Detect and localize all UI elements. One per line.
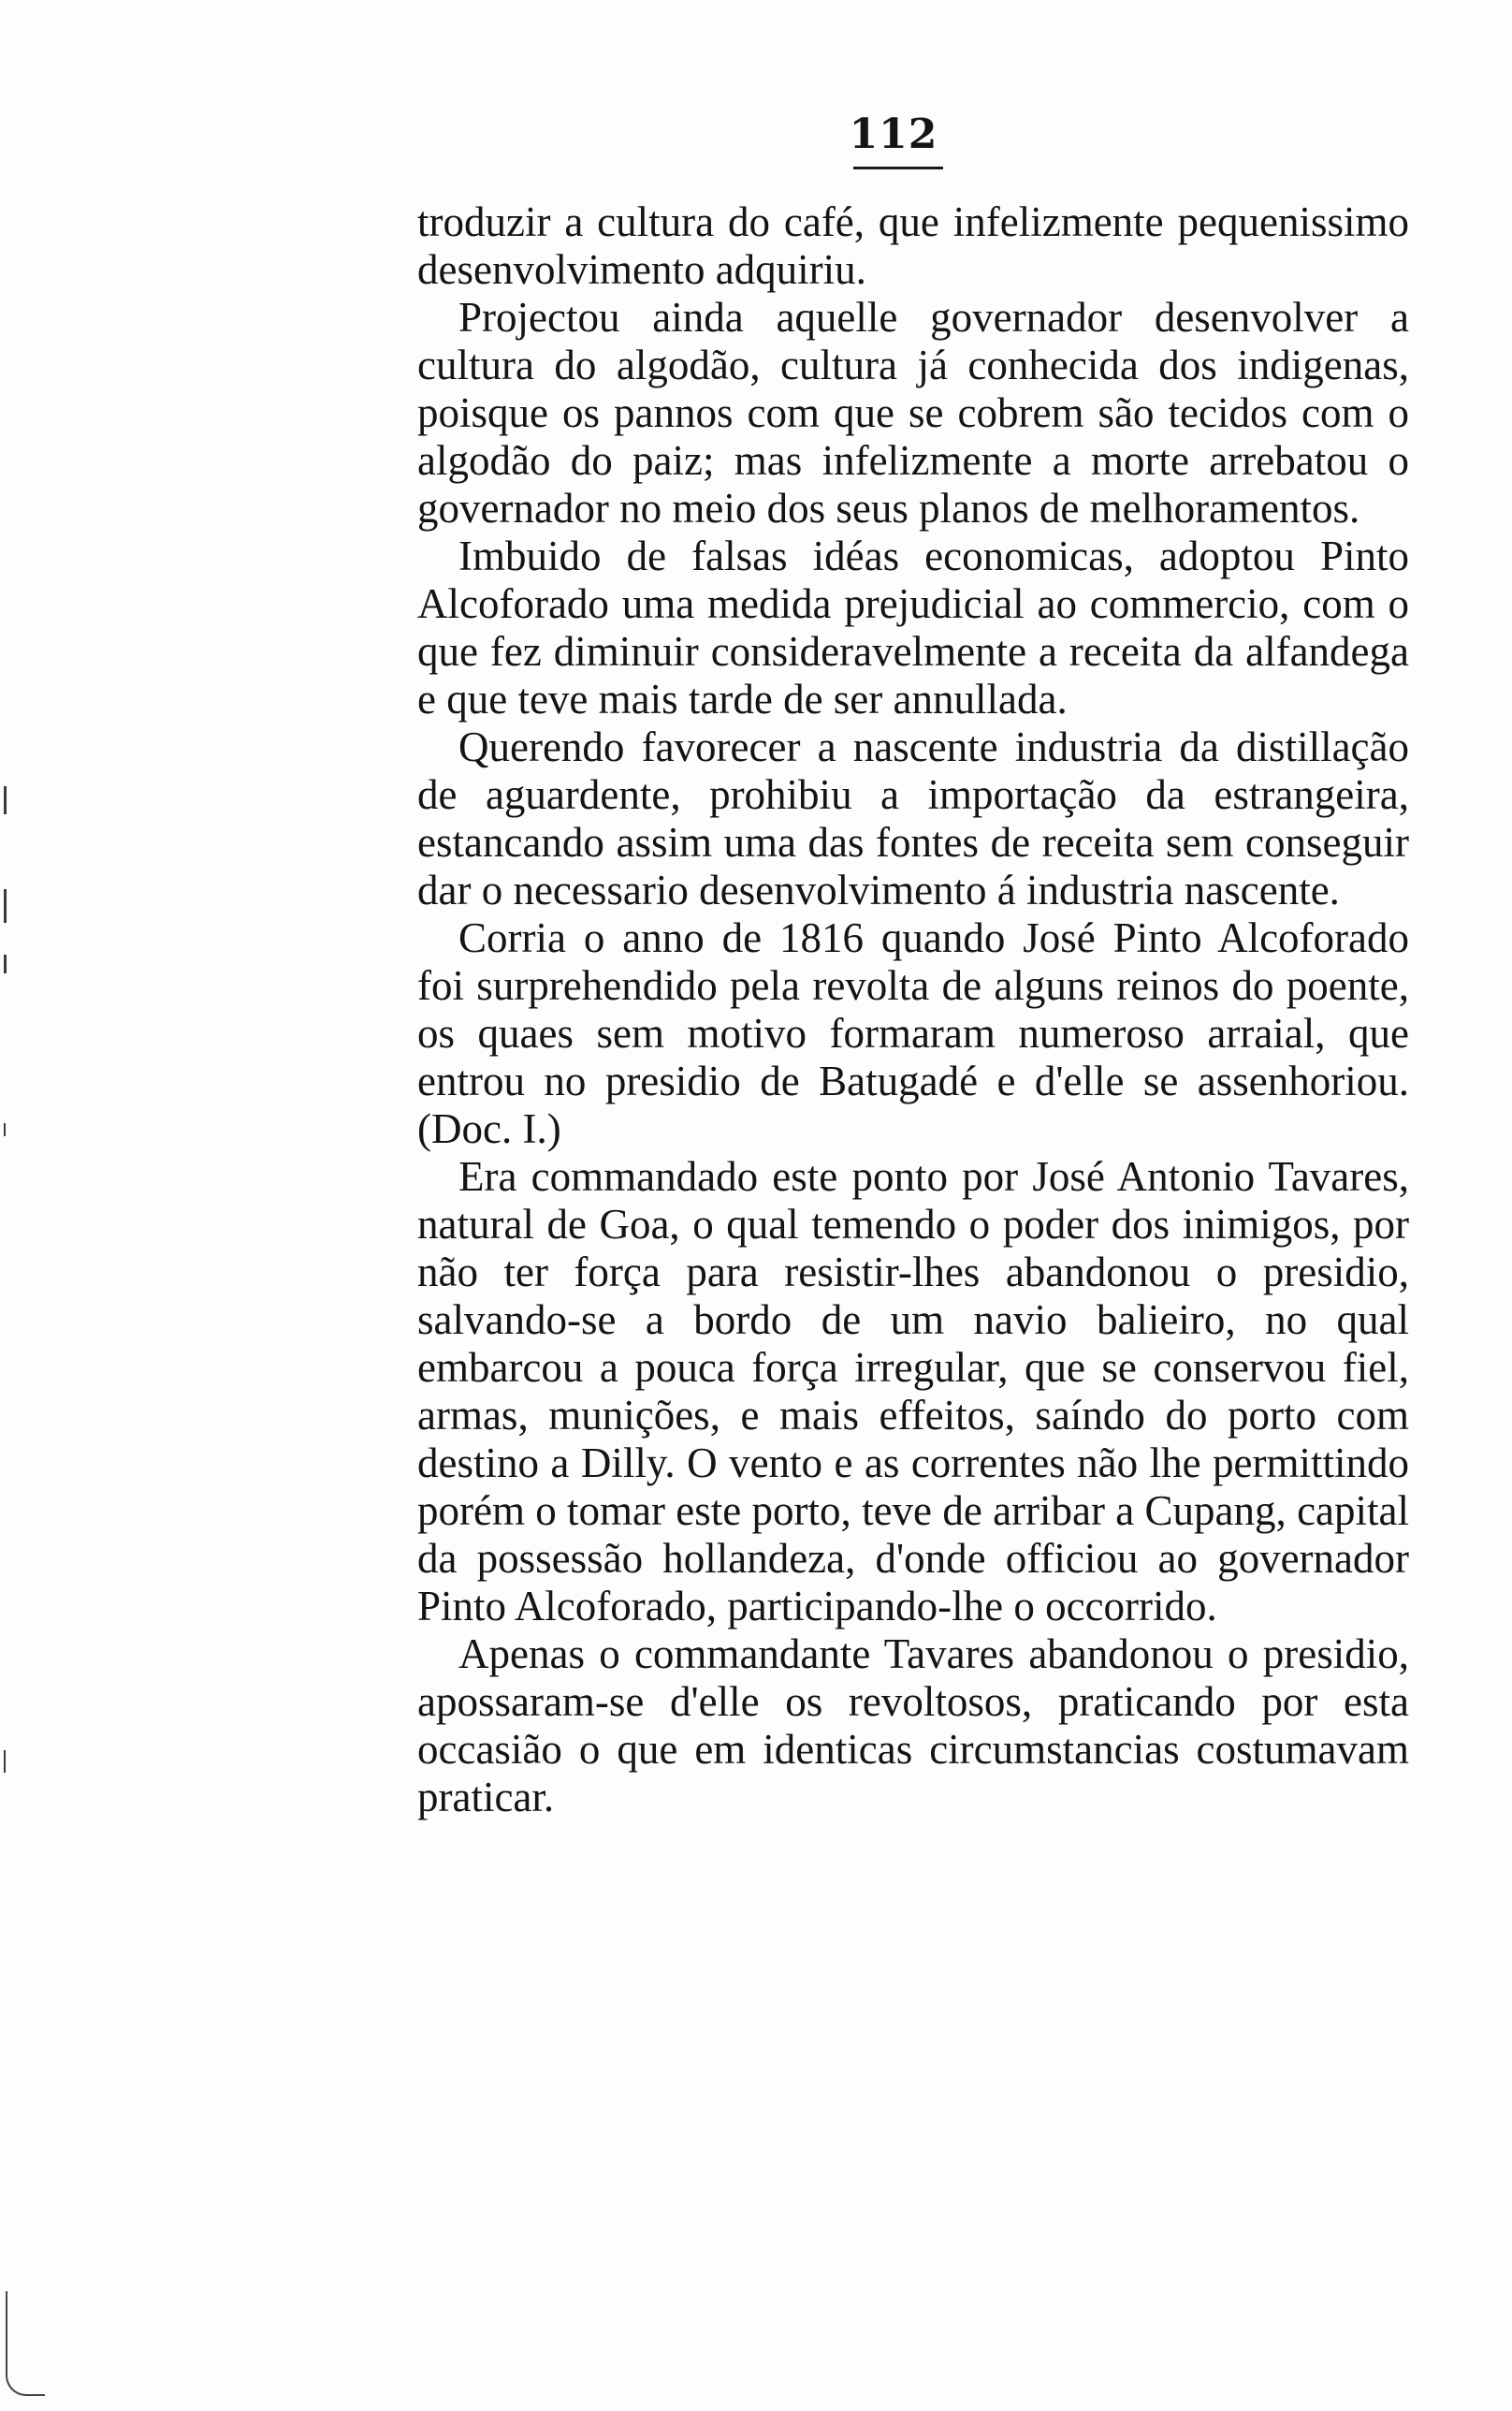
scan-artifact bbox=[4, 889, 7, 923]
paragraph-7: Apenas o commandante Tavares abandonou o presidio, apossaram-se d'elle os revoltosos, praticando por esta occasião o que em identicas circumstancias costumavam praticar. bbox=[417, 1630, 1409, 1820]
scan-artifact bbox=[4, 1123, 6, 1136]
paragraph-2: Projectou ainda aquelle governador desenvolver a cultura do algodão, cultura já conhecida dos indigenas, poisque os pannos com que se cobrem são tecidos com o algodão do paiz; mas infelizmente a morte arrebatou o governador no meio dos seus planos de melhoramentos. bbox=[417, 294, 1409, 532]
paragraph-4: Querendo favorecer a nascente industria da distillação de aguardente, prohibiu a importação da estrangeira, estancando assim uma das fontes de receita sem conseguir dar o necessario desenvolvimento á industria nascente. bbox=[417, 723, 1409, 913]
scan-artifact bbox=[4, 1750, 6, 1773]
scan-artifact bbox=[4, 786, 7, 814]
paragraph-3: Imbuido de falsas idéas economicas, adoptou Pinto Alcoforado uma medida prejudicial ao commercio, com o que fez diminuir consideravelmente a receita da alfandega e que teve mais tarde de ser annullada. bbox=[417, 533, 1409, 723]
page-number-rule bbox=[853, 167, 943, 169]
scan-artifact bbox=[4, 955, 7, 973]
paragraph-6: Era commandado este ponto por José Antonio Tavares, natural de Goa, o qual temendo o poder dos inimigos, por não ter força para resistir-lhes abandonou o presidio, salvando-se a bordo de um navio balieiro, no qual embarcou a pouca força irregular, que se conservou fiel, armas, munições, e mais effeitos, saíndo do porto com destino a Dilly. O vento e as correntes não lhe permittindo porém o tomar este porto, teve de arribar a Cupang, capital da possessão hollandeza, d'onde officiou ao governador Pinto Alcoforado, participando-lhe o occorrido. bbox=[417, 1153, 1409, 1629]
page-number: 112 bbox=[849, 110, 938, 158]
paragraph-5: Corria o anno de 1816 quando José Pinto Alcoforado foi surprehendido pela revolta de alguns reinos do poente, os quaes sem motivo formaram numeroso arraial, que entrou no presidio de Batugadé e d'elle se assenhoriou. (Doc. I.) bbox=[417, 914, 1409, 1152]
paragraph-1: troduzir a cultura do café, que infelizmente pequenissimo desenvolvimento adquiriu. bbox=[417, 198, 1409, 293]
body-text bbox=[417, 198, 1409, 1821]
scan-artifact-corner bbox=[6, 2291, 45, 2396]
